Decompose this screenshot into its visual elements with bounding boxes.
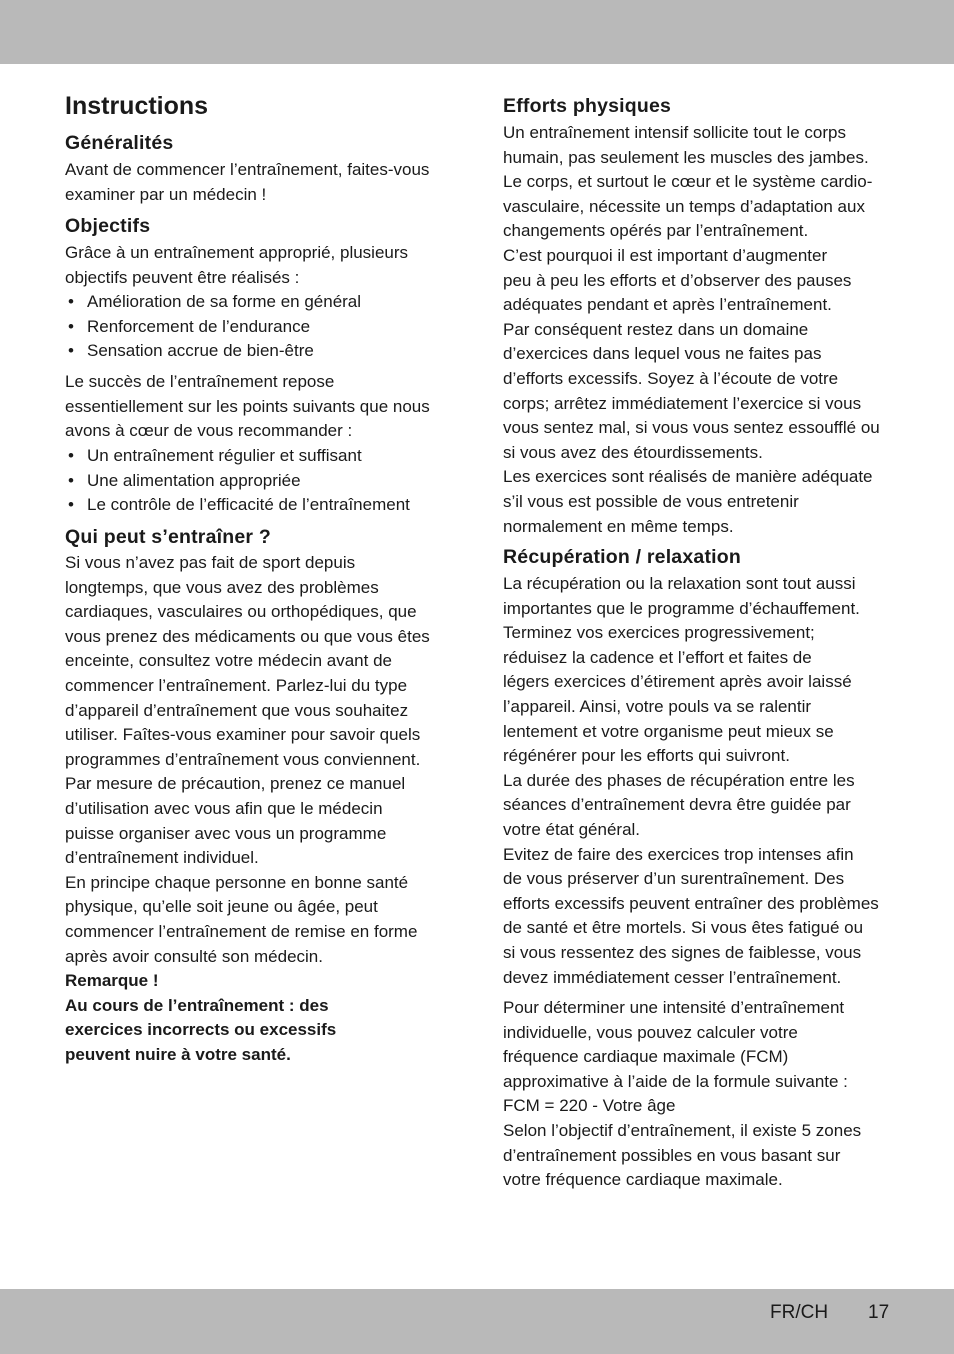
text-fcm: Pour déterminer une intensité d’entraînement individuelle, vous pouvez calculer votre fréquence cardiaque maximale (FCM) approximative à l’aide de la formule suivante : FCM = 220 - Votre âge Selon l’objectif d’entraînement, il existe 5 zones d’entraînement possibles en vous basant sur votre fréquence cardiaque maximale. bbox=[503, 998, 862, 1190]
list-item: • Sensation accrue de bien-être bbox=[65, 339, 457, 364]
heading-recuperation: Récupération / relaxation bbox=[503, 546, 741, 568]
list-item: • Une alimentation appropriée bbox=[65, 469, 457, 494]
header-band bbox=[0, 0, 954, 64]
text-qui: Si vous n’avez pas fait de sport depuis longtemps, que vous avez des problèmes cardiaques, vasculaires ou orthopédiques, que vous prenez des médicaments ou que vous êtes enceinte, consultez votre médecin avant de commencer l’entraînement. Parlez-lui du type d’appareil d’entraînement que vous souhaitez utiliser. Faîtes-vous examiner pour savoir quels programmes d’entraînement vous conviennent. Par mesure de précaution, prenez ce manuel d’utilisation avec vous afin que le médecin puisse organiser avec vous un programme d’entraînement individuel. En principe chaque personne en bonne santé physique, qu’elle soit jeune ou âgée, peut commencer l’entraînement de remise en forme après avoir consulté son médecin. bbox=[65, 553, 430, 966]
text-generalites: Avant de commencer l’entraînement, faites-vous examiner par un médecin ! bbox=[65, 160, 430, 204]
objectifs-list bbox=[65, 290, 457, 364]
heading-qui: Qui peut s’entraîner ? bbox=[65, 526, 271, 548]
text-recuperation: La récupération ou la relaxation sont tout aussi importantes que le programme d’échauffement. Terminez vos exercices progressivement; réduisez la cadence et l’effort et faites de légers exercices d’étirement après avoir laissé l’appareil. Ainsi, votre pouls va se ralentir lentement et votre organisme peut mieux se régénérer pour les efforts qui suivront. La durée des phases de récupération entre les séances d’entraînement devra être guidée par votre état général. Evitez de faire des exercices trop intenses afin de vous préserver d’un surentraînement. Des efforts excessifs peuvent entraîner des problèmes de santé et être mortels. Si vous êtes fatigué ou si vous ressentez des signes de faiblesse, vous devez immédiatement cesser l’entraînement. bbox=[503, 574, 879, 987]
text-efforts: Un entraînement intensif sollicite tout le corps humain, pas seulement les muscles des jambes. Le corps, et surtout le cœur et le système cardio- vasculaire, nécessite un temps d’adaptation aux changements opérés par l’entraînement. C’est pourquoi il est important d’augmenter peu à peu les efforts et d’observer des pauses adéquates pendant et après l’entraînement. Par conséquent restez dans un domaine d’exercices dans lequel vous ne faites pas d’efforts excessifs. Soyez à l’écoute de votre corps; arrêtez immédiatement l’exercice si vous vous sentez mal, si vous vous sentez essoufflé ou si vous avez des étourdissements. Les exercices sont réalisés de manière adéquate s’il vous est possible de vous entretenir normalement en même temps. bbox=[503, 123, 880, 536]
list-item: • Amélioration de sa forme en général bbox=[65, 290, 457, 315]
success-list bbox=[65, 444, 457, 518]
text-objectifs-intro: Grâce à un entraînement approprié, plusieurs objectifs peuvent être réalisés : bbox=[65, 243, 409, 287]
heading-generalites: Généralités bbox=[65, 132, 174, 154]
footer-language: FR/CH bbox=[770, 1302, 829, 1323]
page-number: 17 bbox=[868, 1302, 890, 1323]
heading-objectifs: Objectifs bbox=[65, 215, 151, 237]
list-item: • Un entraînement régulier et suffisant bbox=[65, 444, 457, 469]
list-item: • Renforcement de l’endurance bbox=[65, 315, 457, 340]
list-item: • Le contrôle de l’efficacité de l’entraînement bbox=[65, 493, 457, 518]
remark-note: Remarque ! Au cours de l’entraînement : des exercices incorrects ou excessifs peuvent nuire à votre santé. bbox=[65, 971, 337, 1064]
page-title: Instructions bbox=[65, 92, 209, 120]
heading-efforts: Efforts physiques bbox=[503, 95, 672, 117]
text-objectifs-success: Le succès de l’entraînement repose essentiellement sur les points suivants que nous avons à cœur de vous recommander : bbox=[65, 372, 430, 441]
